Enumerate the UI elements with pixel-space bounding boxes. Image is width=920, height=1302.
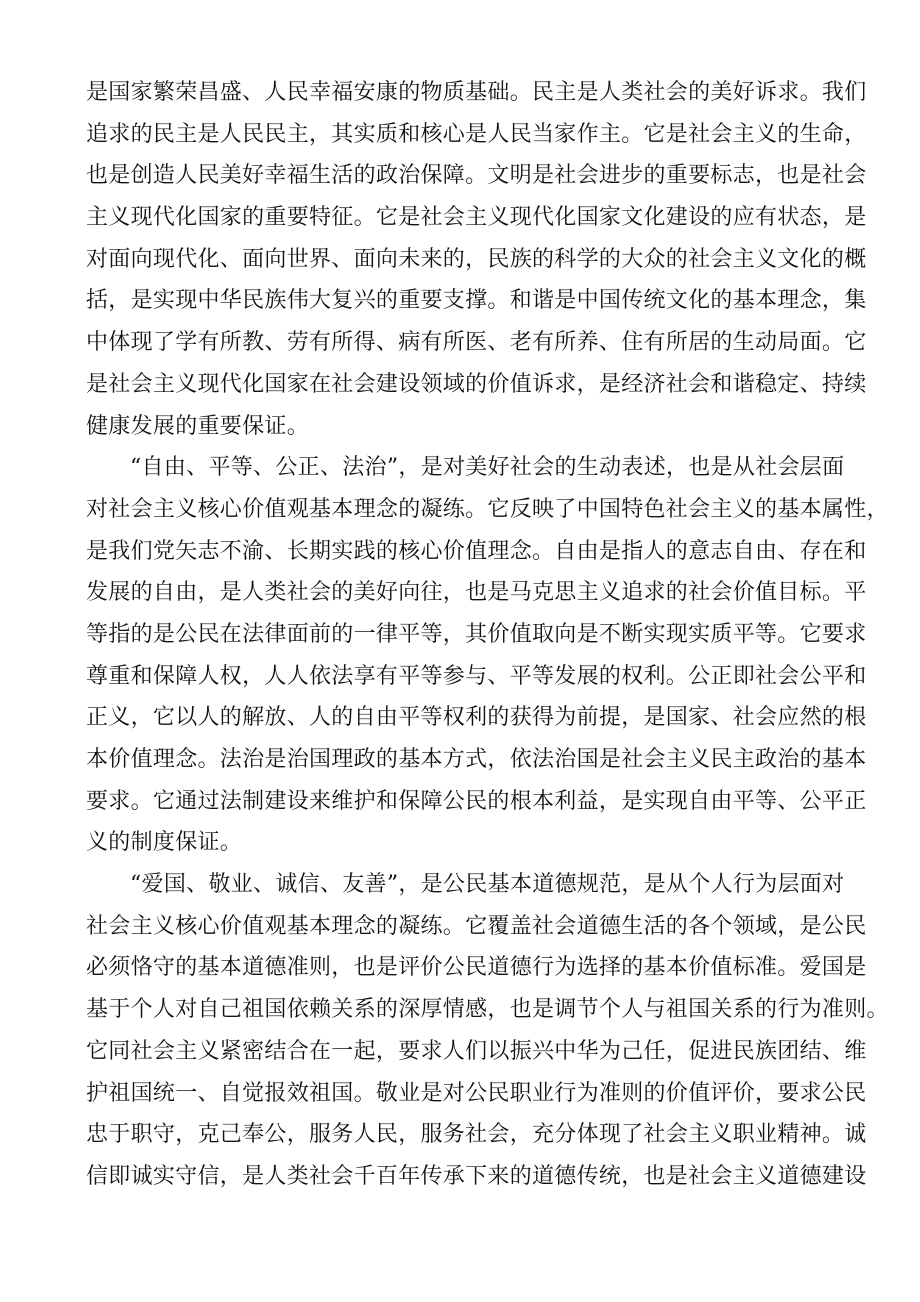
text-line: 是社会主义现代化国家在社会建设领域的价值诉求，是经济社会和谐稳定、持续 bbox=[86, 371, 867, 397]
text-line: 括，是实现中华民族伟大复兴的重要支撑。和谐是中国传统文化的基本理念，集 bbox=[86, 288, 867, 314]
paragraph-3 bbox=[86, 864, 889, 1198]
text-line: 主义现代化国家的重要特征。它是社会主义现代化国家文化建设的应有状态，是 bbox=[86, 205, 867, 231]
text-line: 尊重和保障人权，人人依法享有平等参与、平等发展的权利。公正即社会公平和 bbox=[86, 663, 867, 689]
text-line: 要求。它通过法制建设来维护和保障公民的根本利益，是实现自由平等、公平正 bbox=[86, 788, 867, 814]
text-line: 也是创造人民美好幸福生活的政治保障。文明是社会进步的重要标志，也是社会 bbox=[86, 163, 867, 189]
text-line: 社会主义核心价值观基本理念的凝练。它覆盖社会道德生活的各个领域，是公民 bbox=[86, 913, 867, 939]
text-line: 是国家繁荣昌盛、人民幸福安康的物质基础。民主是人类社会的美好诉求。我们 bbox=[86, 80, 867, 105]
text-line: 中体现了学有所教、劳有所得、病有所医、老有所养、住有所居的生动局面。它 bbox=[86, 330, 867, 356]
text-line: 信即诚实守信，是人类社会千百年传承下来的道德传统，也是社会主义道德建设 bbox=[86, 1163, 867, 1189]
text-line: 健康发展的重要保证。 bbox=[86, 413, 310, 439]
paragraph-1 bbox=[86, 72, 867, 447]
text-line: 必须恪守的基本道德准则，也是评价公民道德行为选择的基本价值标准。爱国是 bbox=[86, 955, 867, 981]
text-line: 它同社会主义紧密结合在一起，要求人们以振兴中华为己任，促进民族团结、维 bbox=[86, 1038, 867, 1064]
text-line: 是我们党矢志不渝、长期实践的核心价值理念。自由是指人的意志自由、存在和 bbox=[86, 538, 867, 564]
text-line: 护祖国统一、自觉报效祖国。敬业是对公民职业行为准则的价值评价，要求公民 bbox=[86, 1080, 867, 1106]
text-line: 义的制度保证。 bbox=[86, 830, 243, 856]
text-line: 发展的自由，是人类社会的美好向往，也是马克思主义追求的社会价值目标。平 bbox=[86, 580, 867, 606]
text-line: 对面向现代化、面向世界、面向未来的，民族的科学的大众的社会主义文化的概 bbox=[86, 246, 867, 272]
text-line: “爱国、敬业、诚信、友善”，是公民基本道德规范，是从个人行为层面对 bbox=[130, 872, 845, 898]
text-line: 等指的是公民在法律面前的一律平等，其价值取向是不断实现实质平等。它要求 bbox=[86, 621, 867, 647]
text-line: 基于个人对自己祖国依赖关系的深厚情感，也是调节个人与祖国关系的行为准则。 bbox=[86, 997, 889, 1023]
text-line: 本价值理念。法治是治国理政的基本方式，依法治国是社会主义民主政治的基本 bbox=[86, 747, 867, 772]
paragraph-2 bbox=[86, 447, 889, 864]
document-page bbox=[86, 72, 889, 1198]
text-line: “自由、平等、公正、法治”，是对美好社会的生动表述，也是从社会层面 bbox=[130, 455, 845, 481]
text-line: 忠于职守，克己奉公，服务人民，服务社会，充分体现了社会主义职业精神。诚 bbox=[86, 1122, 867, 1148]
text-line: 对社会主义核心价值观基本理念的凝练。它反映了中国特色社会主义的基本属性， bbox=[86, 496, 889, 522]
text-line: 正义，它以人的解放、人的自由平等权利的获得为前提，是国家、社会应然的根 bbox=[86, 705, 867, 731]
text-line: 追求的民主是人民民主，其实质和核心是人民当家作主。它是社会主义的生命， bbox=[86, 121, 867, 147]
